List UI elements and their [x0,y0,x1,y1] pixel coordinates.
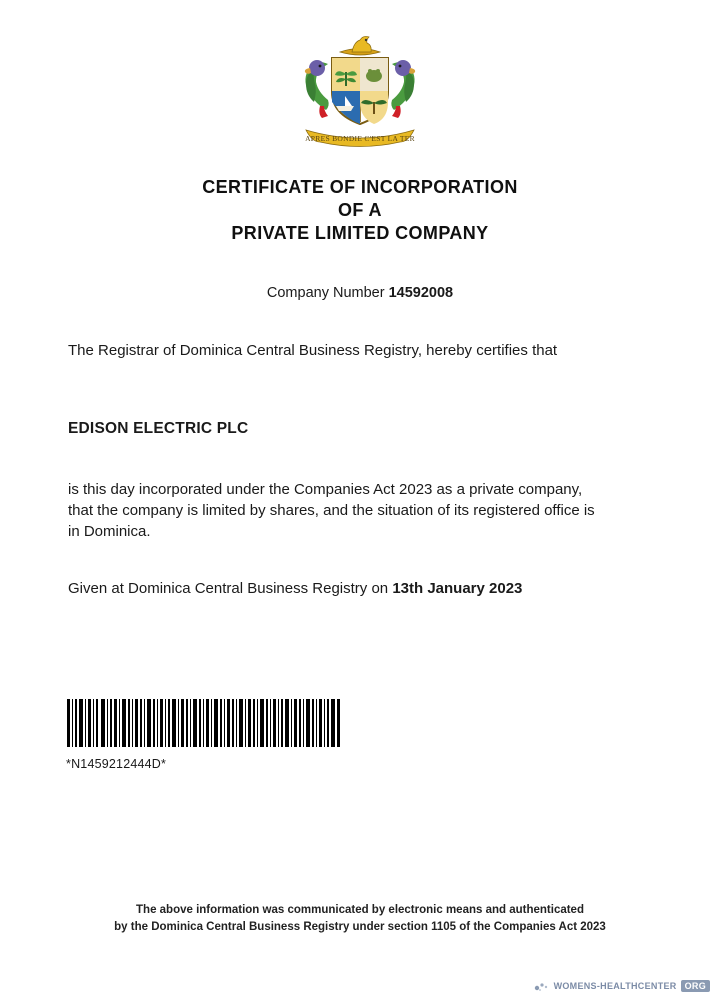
given-at-date: 13th January 2023 [392,580,523,597]
company-number-row [0,285,720,301]
watermark [534,980,710,992]
footer-line-2: by the Dominica Central Business Registry under section 1105 of the Companies Act 2023 [114,921,606,933]
certificate-title [0,176,720,245]
barcode-icon [66,699,342,747]
barcode-value: *N1459212444D* [66,757,167,771]
title-line-2: OF A [338,200,382,220]
coat-of-arms-container [0,22,720,152]
title-line-3: PRIVATE LIMITED COMPANY [231,223,489,243]
dominica-coat-of-arms-icon [270,22,450,152]
incorporation-statement: is this day incorporated under the Companies Act 2023 as a private company, that the company is limited by shares, and the situation of its registered office is in Dominica. [68,481,595,540]
company-number-value: 14592008 [388,285,454,301]
given-at-statement [68,578,608,599]
title-line-1: CERTIFICATE OF INCORPORATION [202,177,518,197]
footer-line-1: The above information was communicated by electronic means and authenticated [136,904,584,916]
registrar-statement: The Registrar of Dominica Central Business Registry, hereby certifies that [68,342,558,359]
document-footer [0,902,720,936]
company-number-label: Company Number [266,285,385,301]
watermark-suffix: ORG [681,980,710,992]
watermark-dots-icon [534,980,550,992]
svg-text:APRES BONDIE C'EST LA TER: APRES BONDIE C'EST LA TER [305,134,415,143]
watermark-name: WOMENS-HEALTHCENTER [553,981,677,991]
barcode-container [66,699,342,771]
given-at-prefix: Given at Dominica Central Business Registry on [68,580,393,597]
company-name: EDISON ELECTRIC PLC [68,420,249,437]
